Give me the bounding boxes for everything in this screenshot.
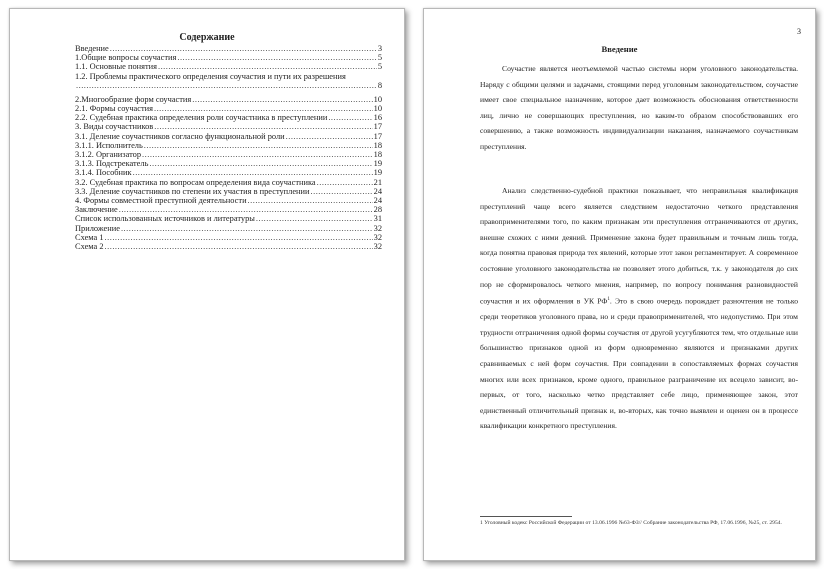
toc-entry (75, 44, 382, 53)
footnote-divider (480, 516, 572, 517)
toc-entry (75, 132, 382, 141)
toc-entry-label: 3.1.3. Подстрекатель (75, 159, 149, 169)
toc-entry-page: 5 (377, 53, 382, 63)
toc-entry-label: Схема 2 (75, 241, 104, 251)
toc-entry-label: 1.1. Основные понятия (75, 62, 157, 72)
toc-entry-label: 3.1.1. Исполнитель (75, 140, 143, 150)
toc-entry (75, 196, 382, 205)
toc-leader-dots (144, 141, 373, 150)
toc-entry (75, 150, 382, 159)
toc-entry-label: Заключение (75, 205, 118, 215)
toc-entry-label: Приложение (75, 223, 120, 233)
toc-leader-dots (317, 178, 373, 187)
toc-entry (75, 224, 382, 233)
toc-entry-label: 2.Многообразие форм соучастия (75, 94, 192, 104)
toc-leader-dots (154, 122, 372, 131)
toc-entry (75, 53, 382, 62)
toc-entry-page: 24 (373, 195, 382, 205)
toc-entry (75, 123, 382, 132)
toc-entry-page: 8 (377, 80, 382, 90)
toc-entry-page: 28 (373, 205, 382, 215)
toc-leader-dots (142, 150, 373, 159)
toc-leader-dots (76, 81, 377, 90)
toc-entry (75, 95, 382, 104)
toc-entry-page: 10 (373, 104, 382, 114)
toc-entry-page: 32 (373, 223, 382, 233)
toc-entry-page: 3 (377, 43, 382, 53)
footnote: 1 Уголовный кодекс Российской Федерации от 13.06.1996 №63-ФЗ// Собрание законодательства РФ, 17.06.1996, №25, ст. 2954. (480, 520, 782, 526)
toc-entry-page: 19 (373, 168, 382, 178)
contents-page (9, 8, 405, 561)
toc-entry-label: 2.2. Судебная практика определения роли соучастника в преступлении (75, 113, 328, 123)
table-of-contents (75, 44, 382, 251)
toc-entry-page: 21 (373, 177, 382, 187)
toc-entry-label: Схема 1 (75, 232, 104, 242)
toc-leader-dots (149, 159, 372, 168)
toc-entry (75, 178, 382, 187)
toc-entry-page: 18 (373, 150, 382, 160)
introduction-title: Введение (601, 44, 638, 54)
footnote-marker: 1 (607, 297, 610, 303)
body-paragraph (480, 183, 798, 434)
paragraph-text: . Это в свою очередь порождает разночтения не только среди теоретиков уголовного права, но и среди правоприменителей, что недопустимо. При этом трудности отграничения одной формы соучастия от другой усугубляются тем, что отдельные или большинство признаков одной из форм одновременно являются и признаками других сравниваемых с ней форм соучастия. При совпадении в сопоставляемых формах соучастия многих или всех признаков, кроме одного, правильное разграничение их всецело зависит, во-первых, от того, насколько четко представляет себе лицо, применяющее закон, этот единственный отличительный признак и, во-вторых, как точно выявлен и оценен он в процессе квалификации конкретного преступления. (480, 296, 798, 431)
body-paragraph: Соучастие является неотъемлемой частью системы норм уголовного законодательства. Наряду с общими целями и задачами, стоящими перед уголовным законодательством, соучастие имеет свое специальное назначение, которое дает возможность обоснования ответственности лиц, лично не совершающих преступления, но каким-то образом способствовавших его совершению, а также возможность индивидуализации наказания, назначаемого соучастникам преступления. (480, 64, 798, 151)
toc-leader-dots (121, 224, 373, 233)
toc-entry-label: 3.3. Деление соучастников по степени их участия в преступлении (75, 186, 310, 196)
toc-leader-dots (105, 242, 373, 251)
toc-entry-page: 16 (373, 113, 382, 123)
toc-leader-dots (119, 205, 373, 214)
toc-entry-label: 3.2. Судебная практика по вопросам определения вида соучастника (75, 177, 316, 187)
toc-entry-label-wrapped: 1.2. Проблемы практического определения соучастия и пути их разрешения (75, 71, 346, 81)
toc-leader-dots (105, 233, 373, 242)
contents-title: Содержание (179, 32, 235, 43)
toc-entry (75, 168, 382, 177)
toc-entry-page: 31 (373, 214, 382, 224)
paragraph-text: Анализ следственно-судебной практики показывает, что неправильная квалификация преступлений чаще всего является следствием недостаточно четкого представления правоприменителями того, по каким признакам эти преступления отграничиваются от других, внешне схожих с ними деяний. Применение закона будет правильным и точным лишь тогда, когда понятна правовая природа тех явлений, которые этот закон регламентирует. А современное состояние уголовного законодательства не позволяет этого добиться, т.к. у законодателя до сих пор не сформировалось четкого мнения, например, по вопросу понимания разновидностей соучастия и их оформления в УК РФ (480, 186, 798, 306)
toc-entry-label: 1.Общие вопросы соучастия (75, 53, 177, 63)
toc-entry (75, 233, 382, 242)
toc-entry-page: 32 (373, 232, 382, 242)
toc-leader-dots (177, 53, 376, 62)
toc-entry-label: 3. Виды соучастников (75, 122, 154, 132)
toc-entry (75, 205, 382, 214)
toc-entry (75, 81, 382, 90)
toc-entry-page: 32 (373, 241, 382, 251)
toc-entry (75, 141, 382, 150)
toc-entry-label: 3.1.2. Организатор (75, 150, 142, 160)
toc-entry-page: 19 (373, 159, 382, 169)
toc-entry-page: 10 (373, 94, 382, 104)
toc-entry-label: 2.1. Формы соучастия (75, 104, 153, 114)
toc-leader-dots (192, 95, 372, 104)
toc-leader-dots (158, 62, 377, 71)
toc-entry-label: 4. Формы совместной преступной деятельности (75, 195, 247, 205)
toc-leader-dots (154, 104, 373, 113)
toc-leader-dots (256, 214, 373, 223)
toc-entry (75, 159, 382, 168)
toc-leader-dots (311, 187, 373, 196)
toc-leader-dots (286, 132, 373, 141)
toc-leader-dots (133, 168, 373, 177)
toc-entry-label: Список использованных источников и литературы (75, 214, 255, 224)
toc-entry-label: 3.1.4. Пособник (75, 168, 132, 178)
toc-entry (75, 214, 382, 223)
toc-entry (75, 187, 382, 196)
toc-entry (75, 113, 382, 122)
toc-entry-page: 24 (373, 186, 382, 196)
page-number: 3 (797, 27, 801, 36)
toc-leader-dots (110, 44, 377, 53)
toc-entry-label: Введение (75, 43, 109, 53)
toc-entry-page: 17 (373, 131, 382, 141)
toc-entry-page: 5 (377, 62, 382, 72)
toc-entry (75, 62, 382, 71)
toc-entry-label: 3.1. Деление соучастников согласно функциональной роли (75, 131, 285, 141)
toc-leader-dots (328, 113, 372, 122)
toc-leader-dots (248, 196, 373, 205)
toc-entry-page: 18 (373, 140, 382, 150)
toc-entry-page: 17 (373, 122, 382, 132)
introduction-page (423, 8, 816, 561)
toc-entry (75, 242, 382, 251)
toc-entry (75, 104, 382, 113)
